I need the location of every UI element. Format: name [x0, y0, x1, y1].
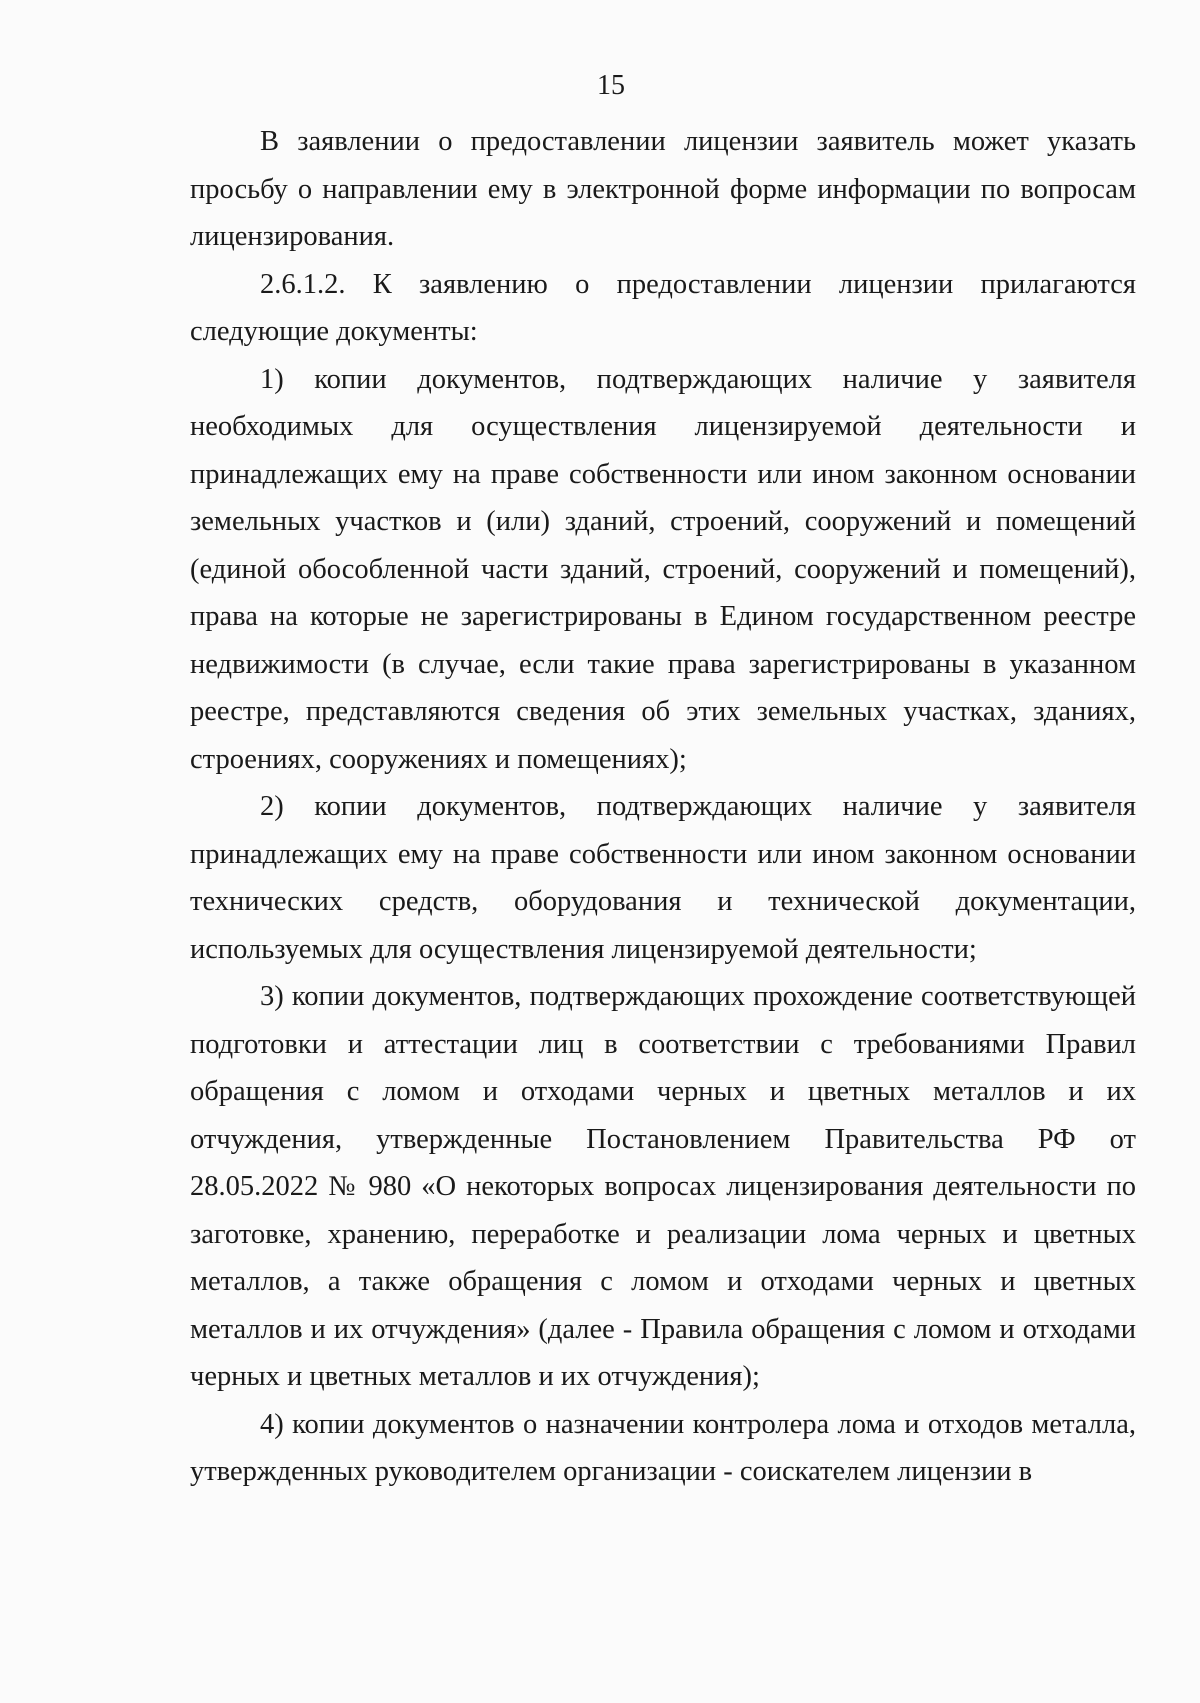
page-number: 15 [597, 70, 625, 101]
list-item-1: 1) копии документов, подтверждающих наличие у заявителя необходимых для осуществления лицензируемой деятельности и принадлежащих ему на праве собственности или ином законном основании земельных участков и (или) зданий, строений, сооружений и помещений (единой обособленной части зданий, строений, сооружений и помещений), права на которые не зарегистрированы в Едином государственном реестре недвижимости (в случае, если такие права зарегистрированы в указанном реестре, представляются сведения об этих земельных участках, зданиях, строениях, сооружениях и помещениях); [190, 363, 1136, 775]
paragraph-application-request: В заявлении о предоставлении лицензии заявитель может указать просьбу о направлении ему в электронной форме информации по вопросам лицензирования. [190, 126, 1136, 252]
list-item-3: 3) копии документов, подтверждающих прохождение соответствующей подготовки и аттестации лиц в соответствии с требованиями Правил обращения с ломом и отходами черных и цветных металлов и их отчуждения, утвержденные Постановлением Правительства РФ от 28.05.2022 № 980 «О некоторых вопросах лицензирования деятельности по заготовке, хранению, переработке и реализации лома черных и цветных металлов, а также обращения с ломом и отходами черных и цветных металлов и их отчуждения» (далее - Правила обращения с ломом и отходами черных и цветных металлов и их отчуждения); [190, 981, 1136, 1392]
document-body [190, 118, 1136, 1496]
paragraph-2-6-1-2: 2.6.1.2. К заявлению о предоставлении лицензии прилагаются следующие документы: [190, 268, 1136, 347]
list-item-2: 2) копии документов, подтверждающих наличие у заявителя принадлежащих ему на праве собственности или ином законном основании технических средств, оборудования и технической документации, используемых для осуществления лицензируемой деятельности; [190, 791, 1136, 965]
list-item-4: 4) копии документов о назначении контролера лома и отходов металла, утвержденных руководителем организации - соискателем лицензии в [190, 1408, 1136, 1487]
